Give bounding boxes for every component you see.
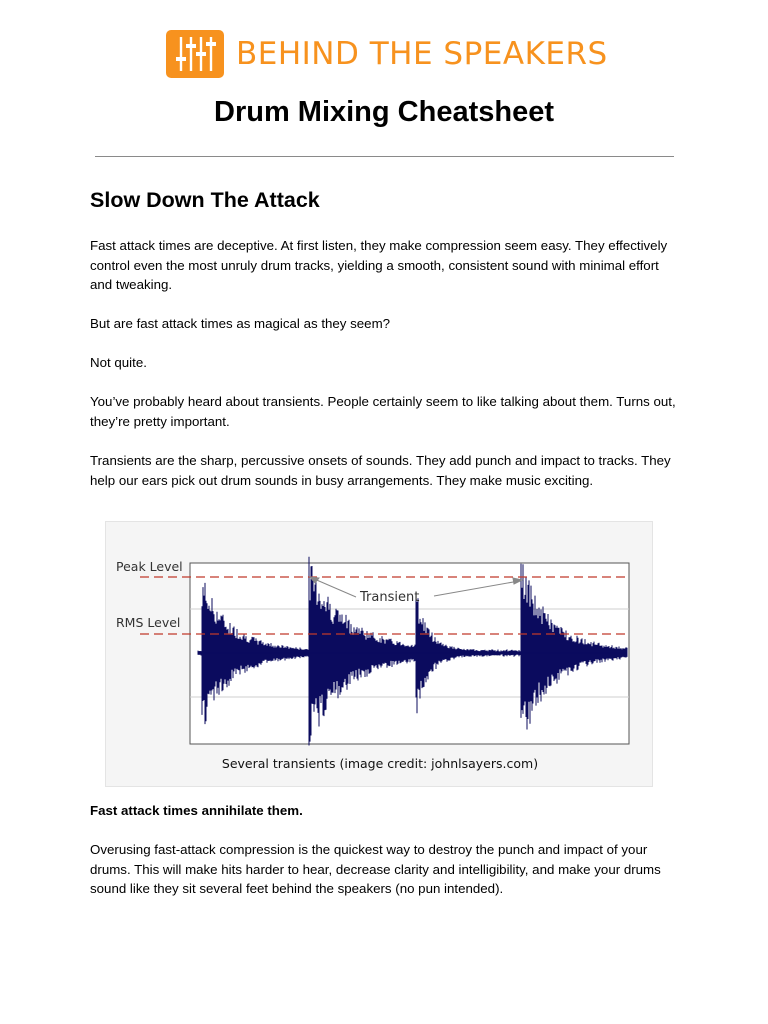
paragraph-3: Not quite. — [90, 355, 147, 370]
page-title: Drum Mixing Cheatsheet — [214, 96, 554, 128]
brand-name: BEHIND THE SPEAKERS — [236, 36, 608, 72]
paragraph-1: Fast attack times are deceptive. At first listen, they make compression seem easy. They effectively control even the most unruly drum tracks, yielding a smooth, consistent sound with minimal effort and tweaking. — [90, 238, 668, 293]
waveform-diagram — [106, 522, 654, 788]
title-divider — [95, 156, 674, 157]
section-heading: Slow Down The Attack — [90, 188, 320, 212]
transient-label: Transient — [360, 590, 420, 605]
transients-figure — [105, 521, 653, 787]
brand-header — [166, 30, 608, 78]
peak-level-label: Peak Level — [116, 559, 183, 574]
figure-caption: Several transients (image credit: johnlsayers.com) — [221, 756, 539, 771]
paragraph-4: You’ve probably heard about transients. People certainly seem to like talking about them. Turns out, they’re pretty important. — [90, 394, 676, 429]
rms-level-label: RMS Level — [116, 615, 181, 630]
paragraph-5: Transients are the sharp, percussive onsets of sounds. They add punch and impact to tracks. They help our ears pick out drum sounds in busy arrangements. They make music exciting. — [90, 453, 671, 488]
bold-statement: Fast attack times annihilate them. — [90, 803, 303, 818]
mixer-faders-icon — [166, 30, 224, 78]
closing-paragraph: Overusing fast-attack compression is the quickest way to destroy the punch and impact of your drums. This will make hits harder to hear, decrease clarity and intelligibility, and make your drums sound like they sit several feet behind the speakers (no pun intended). — [90, 842, 661, 897]
paragraph-2: But are fast attack times as magical as they seem? — [90, 316, 391, 331]
